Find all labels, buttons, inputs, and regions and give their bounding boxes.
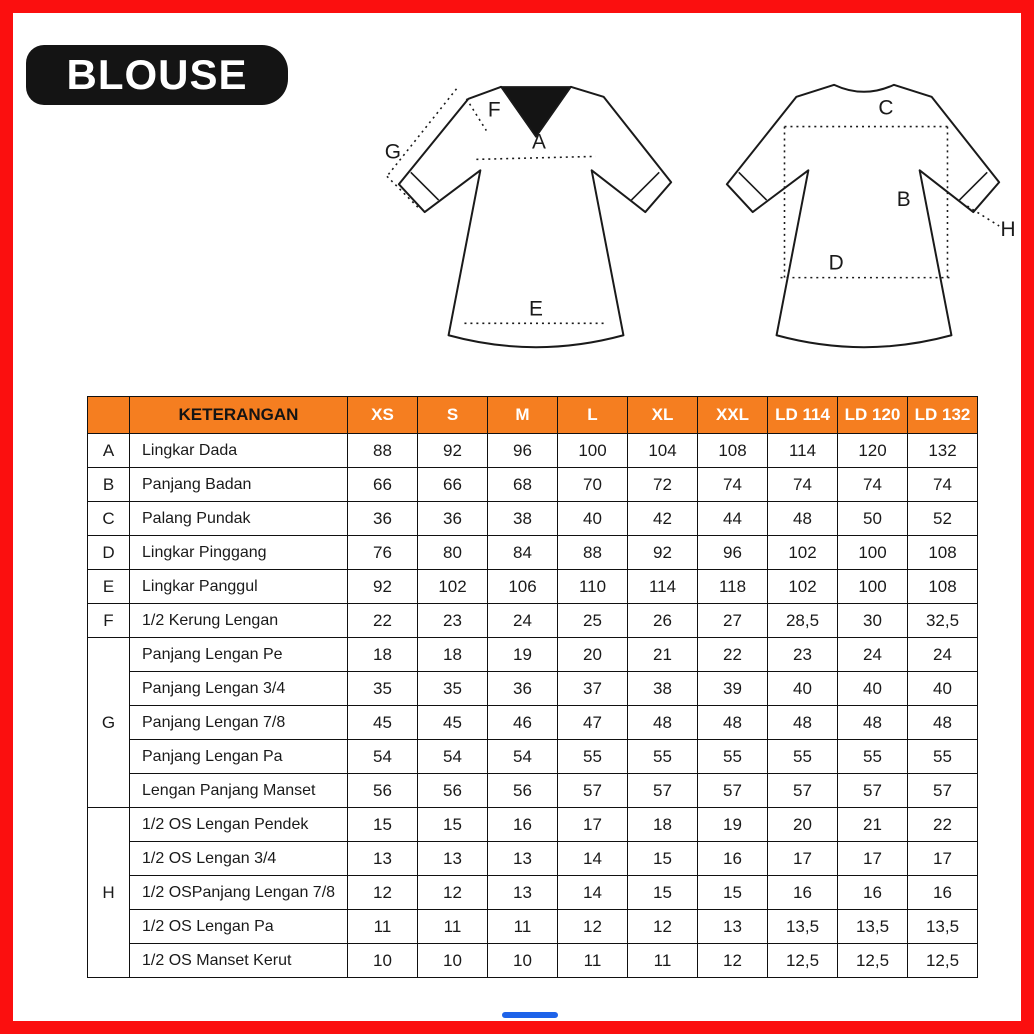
size-value: 108 bbox=[908, 570, 978, 604]
size-value: 66 bbox=[418, 468, 488, 502]
front-view-diagram bbox=[377, 59, 695, 379]
measurement-name: Panjang Badan bbox=[130, 468, 348, 502]
row-group-letter: A bbox=[88, 434, 130, 468]
table-row bbox=[88, 468, 978, 502]
size-value: 26 bbox=[628, 604, 698, 638]
size-value: 24 bbox=[488, 604, 558, 638]
size-value: 39 bbox=[698, 672, 768, 706]
measurement-name: 1/2 OS Lengan 3/4 bbox=[130, 842, 348, 876]
column-header: LD 120 bbox=[838, 397, 908, 434]
size-value: 114 bbox=[628, 570, 698, 604]
measurement-label-h: H bbox=[1000, 217, 1016, 241]
table-row bbox=[88, 774, 978, 808]
table-row bbox=[88, 638, 978, 672]
size-value: 22 bbox=[348, 604, 418, 638]
measurement-name: Lengan Panjang Manset bbox=[130, 774, 348, 808]
size-value: 74 bbox=[838, 468, 908, 502]
size-value: 72 bbox=[628, 468, 698, 502]
size-value: 84 bbox=[488, 536, 558, 570]
size-value: 11 bbox=[488, 910, 558, 944]
size-value: 57 bbox=[698, 774, 768, 808]
size-value: 56 bbox=[488, 774, 558, 808]
size-value: 40 bbox=[558, 502, 628, 536]
size-value: 108 bbox=[908, 536, 978, 570]
measurement-label-f: F bbox=[487, 98, 501, 122]
measurement-name: Lingkar Dada bbox=[130, 434, 348, 468]
size-value: 13 bbox=[418, 842, 488, 876]
measurement-label-a: A bbox=[532, 130, 546, 154]
size-value: 96 bbox=[488, 434, 558, 468]
size-value: 40 bbox=[908, 672, 978, 706]
table-row bbox=[88, 604, 978, 638]
size-value: 23 bbox=[768, 638, 838, 672]
size-value: 32,5 bbox=[908, 604, 978, 638]
size-value: 55 bbox=[838, 740, 908, 774]
row-group-letter: B bbox=[88, 468, 130, 502]
size-value: 19 bbox=[698, 808, 768, 842]
size-value: 14 bbox=[558, 842, 628, 876]
size-value: 57 bbox=[838, 774, 908, 808]
size-value: 16 bbox=[488, 808, 558, 842]
measurement-label-c: C bbox=[878, 96, 894, 120]
size-value: 16 bbox=[908, 876, 978, 910]
measurement-label-g: G bbox=[384, 140, 402, 164]
size-value: 48 bbox=[698, 706, 768, 740]
header-row bbox=[88, 397, 978, 434]
measurement-name: Lingkar Pinggang bbox=[130, 536, 348, 570]
size-value: 15 bbox=[348, 808, 418, 842]
column-header: LD 114 bbox=[768, 397, 838, 434]
size-value: 40 bbox=[768, 672, 838, 706]
size-value: 44 bbox=[698, 502, 768, 536]
size-value: 19 bbox=[488, 638, 558, 672]
size-value: 15 bbox=[628, 876, 698, 910]
size-value: 14 bbox=[558, 876, 628, 910]
size-value: 24 bbox=[838, 638, 908, 672]
size-value: 16 bbox=[838, 876, 908, 910]
size-value: 66 bbox=[348, 468, 418, 502]
title-badge bbox=[26, 45, 288, 105]
size-value: 25 bbox=[558, 604, 628, 638]
size-value: 88 bbox=[348, 434, 418, 468]
size-value: 23 bbox=[418, 604, 488, 638]
size-value: 100 bbox=[838, 570, 908, 604]
table-row bbox=[88, 570, 978, 604]
row-group-letter: H bbox=[88, 808, 130, 978]
table-row bbox=[88, 672, 978, 706]
column-header: M bbox=[488, 397, 558, 434]
size-value: 57 bbox=[628, 774, 698, 808]
size-value: 102 bbox=[768, 570, 838, 604]
size-value: 48 bbox=[768, 706, 838, 740]
size-value: 13 bbox=[488, 842, 558, 876]
size-value: 50 bbox=[838, 502, 908, 536]
bottom-accent-bar bbox=[502, 1012, 558, 1018]
size-value: 54 bbox=[418, 740, 488, 774]
table-row bbox=[88, 876, 978, 910]
size-value: 108 bbox=[698, 434, 768, 468]
size-value: 10 bbox=[348, 944, 418, 978]
column-header: S bbox=[418, 397, 488, 434]
size-value: 13,5 bbox=[908, 910, 978, 944]
size-value: 68 bbox=[488, 468, 558, 502]
row-group-letter: C bbox=[88, 502, 130, 536]
size-value: 92 bbox=[418, 434, 488, 468]
size-value: 13 bbox=[698, 910, 768, 944]
size-value: 56 bbox=[348, 774, 418, 808]
size-table-wrap bbox=[87, 396, 977, 978]
size-value: 46 bbox=[488, 706, 558, 740]
size-value: 48 bbox=[908, 706, 978, 740]
size-value: 11 bbox=[558, 944, 628, 978]
table-row bbox=[88, 842, 978, 876]
size-value: 24 bbox=[908, 638, 978, 672]
measurement-name: Panjang Lengan Pa bbox=[130, 740, 348, 774]
size-value: 17 bbox=[768, 842, 838, 876]
size-value: 10 bbox=[418, 944, 488, 978]
column-header: XL bbox=[628, 397, 698, 434]
back-garment-outline bbox=[727, 85, 999, 347]
table-row bbox=[88, 740, 978, 774]
size-value: 15 bbox=[628, 842, 698, 876]
size-value: 74 bbox=[698, 468, 768, 502]
size-value: 18 bbox=[418, 638, 488, 672]
column-header: XS bbox=[348, 397, 418, 434]
measurement-label-b: B bbox=[896, 188, 911, 212]
row-group-letter: G bbox=[88, 638, 130, 808]
size-value: 13 bbox=[348, 842, 418, 876]
size-value: 13,5 bbox=[838, 910, 908, 944]
size-value: 102 bbox=[418, 570, 488, 604]
size-value: 16 bbox=[768, 876, 838, 910]
size-value: 21 bbox=[628, 638, 698, 672]
garment-diagrams bbox=[377, 59, 1027, 389]
size-value: 48 bbox=[768, 502, 838, 536]
size-value: 35 bbox=[348, 672, 418, 706]
measurement-label-e: E bbox=[529, 297, 543, 321]
size-value: 20 bbox=[558, 638, 628, 672]
size-value: 36 bbox=[488, 672, 558, 706]
table-header bbox=[88, 397, 978, 434]
size-value: 17 bbox=[838, 842, 908, 876]
size-value: 92 bbox=[348, 570, 418, 604]
size-value: 57 bbox=[768, 774, 838, 808]
size-value: 17 bbox=[558, 808, 628, 842]
size-value: 104 bbox=[628, 434, 698, 468]
size-value: 15 bbox=[698, 876, 768, 910]
size-value: 48 bbox=[628, 706, 698, 740]
measurement-name: Panjang Lengan 7/8 bbox=[130, 706, 348, 740]
size-value: 120 bbox=[838, 434, 908, 468]
measurement-name: 1/2 OSPanjang Lengan 7/8 bbox=[130, 876, 348, 910]
size-value: 11 bbox=[348, 910, 418, 944]
size-value: 21 bbox=[838, 808, 908, 842]
page-title: BLOUSE bbox=[66, 51, 248, 98]
size-value: 70 bbox=[558, 468, 628, 502]
size-value: 114 bbox=[768, 434, 838, 468]
table-row bbox=[88, 808, 978, 842]
column-header: LD 132 bbox=[908, 397, 978, 434]
measurement-name: Panjang Lengan 3/4 bbox=[130, 672, 348, 706]
size-value: 12,5 bbox=[768, 944, 838, 978]
size-value: 55 bbox=[628, 740, 698, 774]
size-value: 12 bbox=[698, 944, 768, 978]
size-value: 55 bbox=[698, 740, 768, 774]
size-value: 52 bbox=[908, 502, 978, 536]
size-value: 30 bbox=[838, 604, 908, 638]
column-header: XXL bbox=[698, 397, 768, 434]
table-row bbox=[88, 944, 978, 978]
size-value: 45 bbox=[348, 706, 418, 740]
size-value: 18 bbox=[348, 638, 418, 672]
table-row bbox=[88, 536, 978, 570]
back-view-diagram bbox=[705, 59, 1023, 379]
size-value: 15 bbox=[418, 808, 488, 842]
size-value: 118 bbox=[698, 570, 768, 604]
size-value: 13 bbox=[488, 876, 558, 910]
table-row bbox=[88, 502, 978, 536]
size-value: 74 bbox=[908, 468, 978, 502]
size-value: 55 bbox=[768, 740, 838, 774]
size-value: 100 bbox=[838, 536, 908, 570]
row-group-letter: D bbox=[88, 536, 130, 570]
size-value: 132 bbox=[908, 434, 978, 468]
size-value: 12,5 bbox=[838, 944, 908, 978]
size-value: 12 bbox=[558, 910, 628, 944]
size-value: 76 bbox=[348, 536, 418, 570]
size-value: 18 bbox=[628, 808, 698, 842]
size-value: 56 bbox=[418, 774, 488, 808]
size-value: 36 bbox=[418, 502, 488, 536]
size-value: 110 bbox=[558, 570, 628, 604]
size-value: 102 bbox=[768, 536, 838, 570]
size-value: 27 bbox=[698, 604, 768, 638]
size-value: 96 bbox=[698, 536, 768, 570]
size-value: 12 bbox=[348, 876, 418, 910]
measurement-label-d: D bbox=[828, 251, 844, 275]
size-value: 80 bbox=[418, 536, 488, 570]
column-header: L bbox=[558, 397, 628, 434]
size-value: 38 bbox=[628, 672, 698, 706]
size-value: 38 bbox=[488, 502, 558, 536]
size-value: 28,5 bbox=[768, 604, 838, 638]
table-body bbox=[88, 434, 978, 978]
size-value: 36 bbox=[348, 502, 418, 536]
size-value: 16 bbox=[698, 842, 768, 876]
measurement-name: 1/2 OS Lengan Pa bbox=[130, 910, 348, 944]
size-value: 20 bbox=[768, 808, 838, 842]
size-value: 55 bbox=[908, 740, 978, 774]
size-value: 54 bbox=[488, 740, 558, 774]
measurement-name: 1/2 Kerung Lengan bbox=[130, 604, 348, 638]
size-value: 35 bbox=[418, 672, 488, 706]
row-group-letter: E bbox=[88, 570, 130, 604]
size-value: 11 bbox=[628, 944, 698, 978]
size-value: 40 bbox=[838, 672, 908, 706]
size-value: 88 bbox=[558, 536, 628, 570]
size-value: 74 bbox=[768, 468, 838, 502]
size-value: 45 bbox=[418, 706, 488, 740]
size-value: 100 bbox=[558, 434, 628, 468]
column-header bbox=[88, 397, 130, 434]
size-value: 48 bbox=[838, 706, 908, 740]
size-value: 17 bbox=[908, 842, 978, 876]
size-value: 10 bbox=[488, 944, 558, 978]
measurement-name: Panjang Lengan Pe bbox=[130, 638, 348, 672]
column-header: KETERANGAN bbox=[130, 397, 348, 434]
size-value: 42 bbox=[628, 502, 698, 536]
size-value: 55 bbox=[558, 740, 628, 774]
table-row bbox=[88, 910, 978, 944]
measurement-name: Lingkar Panggul bbox=[130, 570, 348, 604]
size-value: 57 bbox=[558, 774, 628, 808]
size-value: 13,5 bbox=[768, 910, 838, 944]
size-value: 12,5 bbox=[908, 944, 978, 978]
size-value: 47 bbox=[558, 706, 628, 740]
size-value: 11 bbox=[418, 910, 488, 944]
size-value: 12 bbox=[418, 876, 488, 910]
size-table bbox=[87, 396, 978, 978]
measurement-name: Palang Pundak bbox=[130, 502, 348, 536]
size-value: 92 bbox=[628, 536, 698, 570]
size-value: 22 bbox=[908, 808, 978, 842]
size-value: 106 bbox=[488, 570, 558, 604]
measurement-name: 1/2 OS Lengan Pendek bbox=[130, 808, 348, 842]
size-value: 54 bbox=[348, 740, 418, 774]
size-value: 12 bbox=[628, 910, 698, 944]
measurement-name: 1/2 OS Manset Kerut bbox=[130, 944, 348, 978]
size-value: 22 bbox=[698, 638, 768, 672]
row-group-letter: F bbox=[88, 604, 130, 638]
size-value: 37 bbox=[558, 672, 628, 706]
table-row bbox=[88, 706, 978, 740]
size-value: 57 bbox=[908, 774, 978, 808]
table-row bbox=[88, 434, 978, 468]
